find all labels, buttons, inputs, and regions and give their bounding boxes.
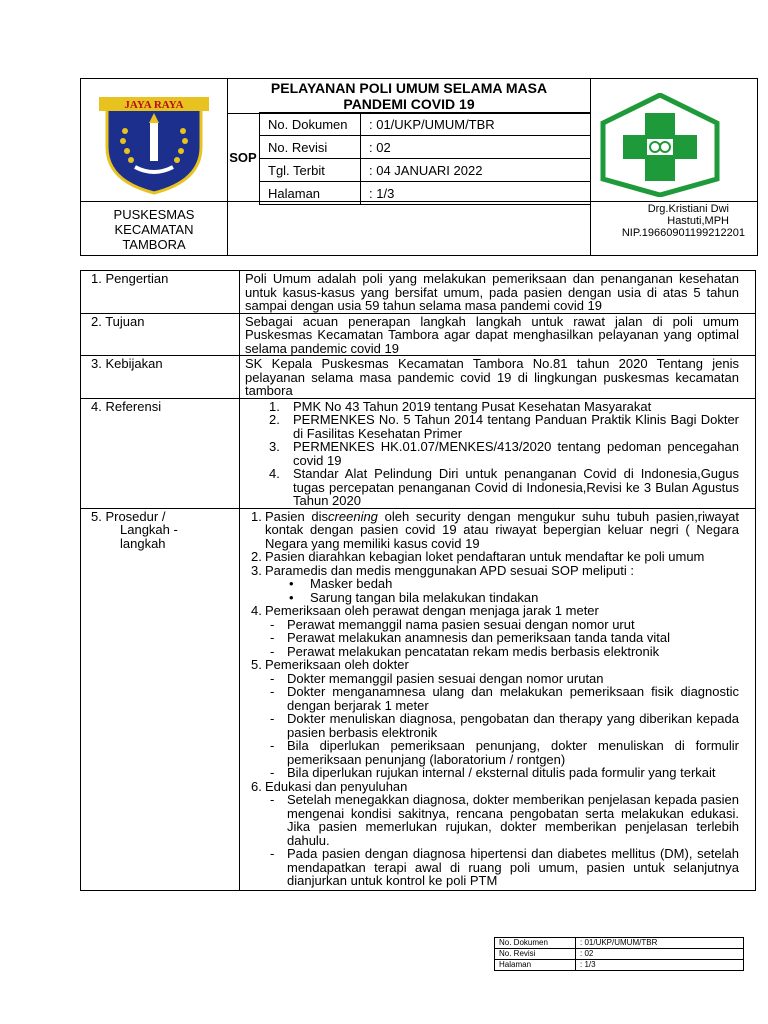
sub-item: - Perawat melakukan pencatatan rekam medis berbasis elektronik: [270, 643, 660, 659]
step-item: 1. Pasien discreening oleh security dengan mengukur suhu tubuh pasien,riwayat kontak dengan pasien covid 19 atau riwayat bepergian keluar negri ( Negara Negara yang memiliki kasus covid 19: [251, 508, 739, 551]
row-label: 1. Pengertian: [81, 271, 240, 314]
sub-item: - Dokter menuliskan diagnosa, pengobatan dan therapy yang diberikan kepada pasien berbasis elektronik: [270, 711, 739, 740]
sop-label: SOP: [229, 149, 257, 165]
row-text: Poli Umum adalah poli yang melakukan pemeriksaan dan penanganan kesehatan untuk kasus-kasus yang bersifat umum, pada pasien dengan usia di atas 5 tahun sampai dengan usia 59 tahun selama masa pandemi covid 19: [240, 271, 756, 314]
row-tujuan: [81, 313, 756, 356]
row-label: 3. Kebijakan: [81, 356, 240, 399]
footer-value: : 02: [576, 949, 744, 960]
step-item: 3. Paramedis dan medis menggunakan APD sesuai SOP meliputi :: [251, 562, 635, 578]
sop-header: [80, 78, 758, 256]
sub-item: - Perawat memanggil nama pasien sesuai dengan nomor urut: [270, 616, 635, 632]
meta-label: No. Dokumen: [260, 113, 361, 136]
footer-label: No. Dokumen: [495, 938, 576, 949]
list-item: 3. PERMENKES HK.01.07/MENKES/413/2020 tentang pedoman pencegahan covid 19: [269, 439, 739, 468]
step-item: 6. Edukasi dan penyuluhan: [251, 778, 408, 794]
row-label: 5. Prosedur / Langkah - langkah: [81, 508, 240, 890]
meta-value: : 01/UKP/UMUM/TBR: [361, 113, 591, 136]
sub-item: - Dokter memanggil pasien sesuai dengan nomor urutan: [270, 670, 604, 686]
meta-label: No. Revisi: [260, 136, 361, 159]
sub-item: - Dokter menganamnesa ulang dan melakukan pemeriksaan fisik diagnostic dengan berjarak 1 meter: [270, 684, 739, 713]
procedure-steps: [240, 508, 756, 890]
bullet-item: • Masker bedah: [289, 576, 393, 591]
row-label: 2. Tujuan: [81, 313, 240, 356]
meta-value: : 02: [361, 136, 591, 159]
footer-value: : 1/3: [576, 960, 744, 971]
list-item: 1. PMK No 43 Tahun 2019 tentang Pusat Kesehatan Masyarakat: [269, 398, 652, 414]
meta-label: Tgl. Terbit: [260, 159, 361, 182]
sub-item: - Pada pasien dengan diagnosa hipertensi dan diabetes mellitus (DM), setelah mendapatkan terapi awal di ruang poli umum, pasien untuk selanjutnya dianjurkan untuk kontrol ke poli PTM: [270, 846, 739, 888]
footer-value: : 01/UKP/UMUM/TBR: [576, 938, 744, 949]
document-meta-table: [259, 112, 591, 205]
sub-item: - Bila diperlukan rujukan internal / eksternal ditulis pada formulir yang terkait: [270, 765, 716, 780]
signer-block: Drg.Kristiani Dwi Hastuti,MPH NIP.196609011992122​01: [621, 203, 745, 239]
step-item: 5. Pemeriksaan oleh dokter: [251, 657, 409, 672]
document-title: PELAYANAN POLI UMUM SELAMA MASA PANDEMI COVID 19: [270, 80, 548, 112]
bullet-item: • Sarung tangan bila melakukan tindakan: [289, 589, 539, 605]
meta-label: Halaman: [260, 182, 361, 205]
step-item: 2. Pasien diarahkan kebagian loket pendaftaran untuk mendaftar ke poli umum: [251, 549, 705, 564]
jaya-raya-logo: [95, 91, 213, 195]
puskesmas-logo: [599, 93, 721, 197]
sub-item: - Perawat melakukan anamnesis dan pemeriksaan tanda tanda vital: [270, 630, 671, 645]
meta-value: : 1/3: [361, 182, 591, 205]
row-prosedur: [81, 508, 756, 890]
row-label: 4. Referensi: [81, 398, 240, 508]
logo-text: JAYA RAYA: [124, 99, 184, 111]
row-text: SK Kepala Puskesmas Kecamatan Tambora No.81 tahun 2020 Tentang jenis pelayanan selama masa pandemic covid 19 di lingkungan puskesmas kecamatan tambora: [240, 356, 756, 399]
sub-item: - Bila diperlukan pemeriksaan penunjang, dokter menuliskan di formulir pemeriksaan penunjang (laboratorium / rontgen): [270, 738, 739, 767]
footer-meta-table: [494, 937, 744, 971]
sub-item: - Setelah menegakkan diagnosa, dokter memberikan penjelasan kepada pasien mengenai kondisi sakitnya, rencana pengobatan serta melakukan edukasi. Jika pasien memerlukan rujukan, dokter memberikan penjelasan terlebih dahulu.: [270, 792, 739, 848]
step-item: 4. Pemeriksaan oleh perawat dengan menjaga jarak 1 meter: [251, 603, 599, 618]
row-referensi: [81, 398, 756, 508]
sop-content-table: [80, 270, 756, 891]
organization-name: PUSKESMAS KECAMATAN TAMBORA: [113, 207, 195, 252]
footer-label: Halaman: [495, 960, 576, 971]
list-item: 2. PERMENKES No. 5 Tahun 2014 tentang Panduan Praktik Klinis Bagi Dokter di Fasilitas Kesehatan Primer: [269, 412, 739, 441]
row-pengertian: [81, 271, 756, 314]
row-kebijakan: [81, 356, 756, 399]
reference-list: [245, 400, 739, 508]
footer-label: No. Revisi: [495, 949, 576, 960]
row-text: Sebagai acuan penerapan langkah langkah untuk rawat jalan di poli umum Puskesmas Kecamatan Tambora agar dapat menghasilkan pelayanan yang optimal selama pandemic covid 19: [240, 313, 756, 356]
meta-value: : 04 JANUARI 2022: [361, 159, 591, 182]
list-item: 4. Standar Alat Pelindung Diri untuk penanganan Covid di Indonesia,Gugus tugas percepatan penanganan Covid di Indonesia,Revisi ke 3 Bulan Agustus Tahun 2020: [269, 466, 739, 508]
